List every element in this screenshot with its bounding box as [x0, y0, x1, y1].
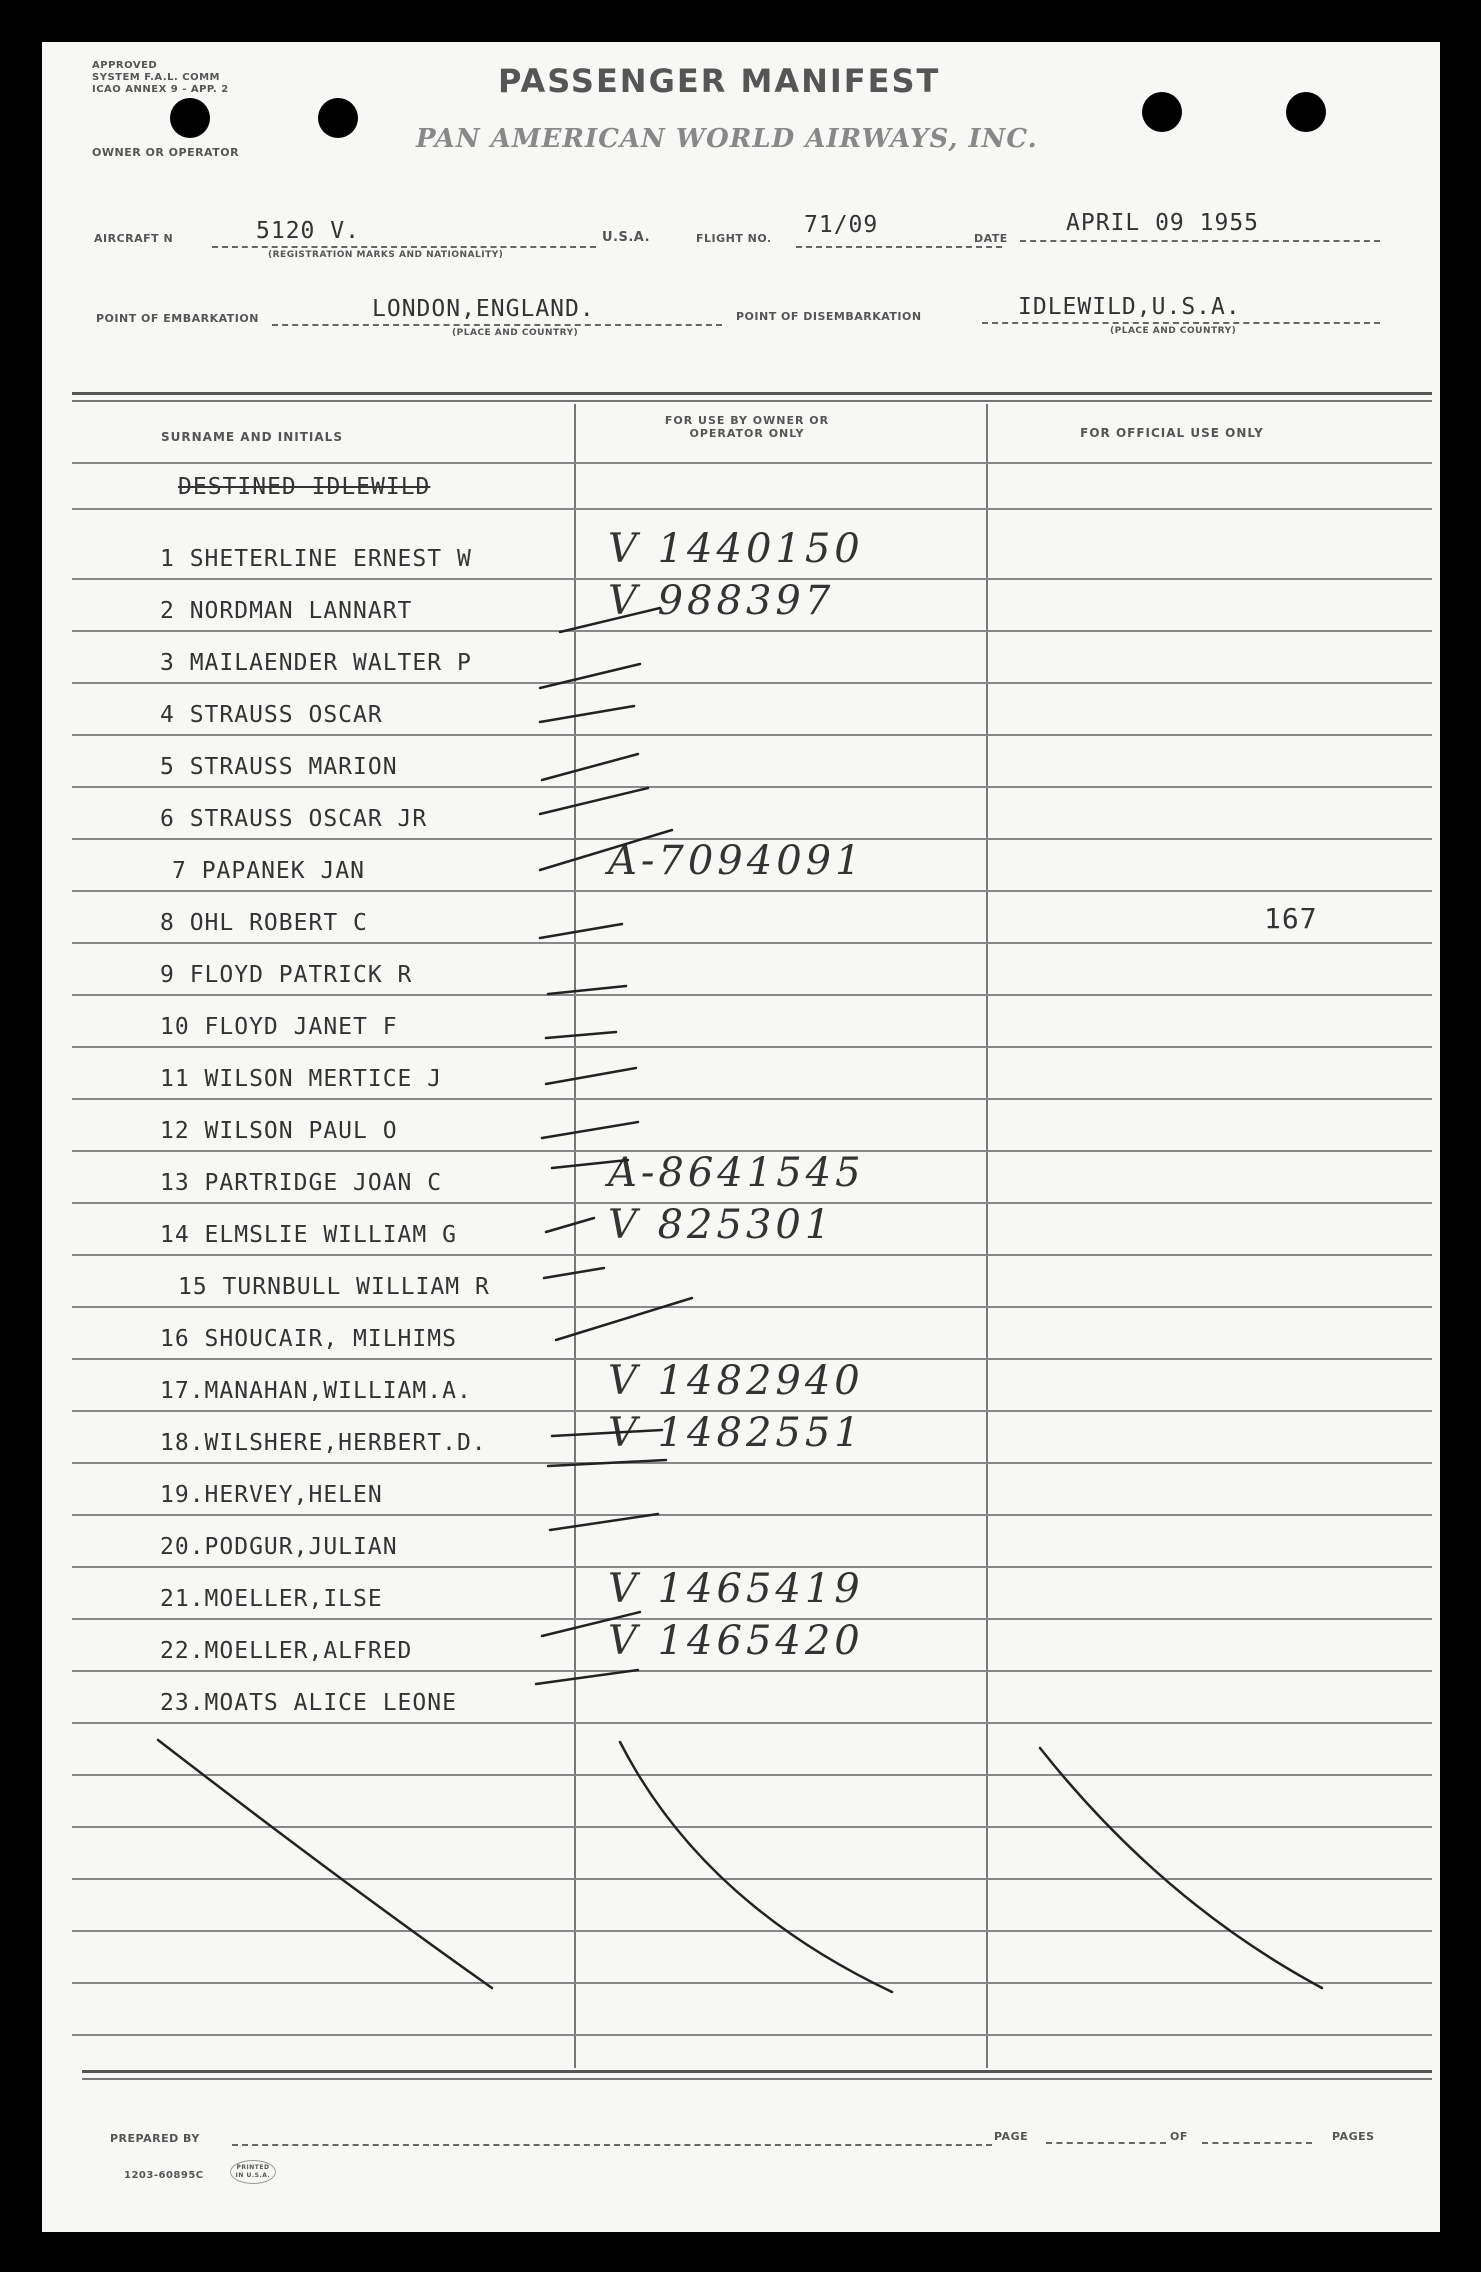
passenger-name: 3 MAILAENDER WALTER P [160, 650, 472, 676]
page-title: PASSENGER MANIFEST [498, 62, 941, 100]
void-stroke-1 [158, 1740, 492, 1988]
form-number: 1203-60895C [124, 2170, 204, 2181]
manifest-page [42, 42, 1440, 2232]
aircraft-value: 5120 V. [256, 218, 360, 244]
passenger-name: 12 WILSON PAUL O [160, 1118, 398, 1144]
page-label: PAGE [994, 2130, 1029, 2143]
passport-number: V 988397 [608, 578, 835, 624]
passenger-name: 18.WILSHERE,HERBERT.D. [160, 1430, 487, 1456]
date-value: APRIL 09 1955 [1066, 210, 1260, 236]
passenger-name: 16 SHOUCAIR, MILHIMS [160, 1326, 457, 1352]
passenger-name: 10 FLOYD JANET F [160, 1014, 398, 1040]
passport-number: V 1482551 [608, 1410, 864, 1456]
passenger-name: 17.MANAHAN,WILLIAM.A. [160, 1378, 472, 1404]
column-official-use: FOR OFFICIAL USE ONLY [1080, 426, 1264, 440]
aircraft-sublabel: (REGISTRATION MARKS AND NATIONALITY) [268, 250, 504, 260]
passport-number: A-7094091 [608, 838, 865, 884]
of-label: OF [1170, 2130, 1188, 2143]
passenger-name: 6 STRAUSS OSCAR JR [160, 806, 428, 832]
passenger-name: 7 PAPANEK JAN [172, 858, 366, 884]
passenger-name: 21.MOELLER,ILSE [160, 1586, 383, 1612]
passenger-name: 8 OHL ROBERT C [160, 910, 368, 936]
passport-number: V 1482940 [608, 1358, 864, 1404]
disembark-sublabel: (PLACE AND COUNTRY) [1110, 326, 1237, 336]
passenger-name: 15 TURNBULL WILLIAM R [178, 1274, 490, 1300]
passenger-name: 23.MOATS ALICE LEONE [160, 1690, 457, 1716]
embark-sublabel: (PLACE AND COUNTRY) [452, 328, 579, 338]
passport-number: V 825301 [608, 1202, 835, 1248]
passenger-name: 5 STRAUSS MARION [160, 754, 398, 780]
disembark-value: IDLEWILD,U.S.A. [1018, 294, 1241, 320]
passenger-name: 4 STRAUSS OSCAR [160, 702, 383, 728]
embark-label: POINT OF EMBARKATION [96, 312, 259, 325]
printed-mark: PRINTED IN U.S.A. [230, 2160, 276, 2184]
column-surname: SURNAME AND INITIALS [161, 430, 343, 444]
approval-line-1: APPROVED [92, 60, 158, 71]
void-stroke-3 [1040, 1748, 1322, 1988]
flight-value: 71/09 [804, 212, 879, 238]
passport-number: V 1465420 [608, 1618, 864, 1664]
approval-line-2: SYSTEM F.A.L. COMM [92, 72, 221, 83]
passenger-name: 14 ELMSLIE WILLIAM G [160, 1222, 457, 1248]
official-note: 167 [1264, 902, 1318, 935]
passenger-name: 19.HERVEY,HELEN [160, 1482, 383, 1508]
void-stroke-2 [620, 1742, 892, 1992]
date-label: DATE [974, 232, 1008, 245]
approval-line-3: ICAO ANNEX 9 - APP. 2 [92, 84, 229, 95]
pages-label: PAGES [1332, 2130, 1375, 2143]
pen-marks [42, 42, 1440, 2232]
aircraft-label: AIRCRAFT N [94, 232, 174, 245]
usa-label: U.S.A. [602, 230, 651, 245]
passenger-name: 11 WILSON MERTICE J [160, 1066, 443, 1092]
passenger-name: 13 PARTRIDGE JOAN C [160, 1170, 443, 1196]
passport-number: A-8641545 [608, 1150, 865, 1196]
passenger-name: 20.PODGUR,JULIAN [160, 1534, 398, 1560]
embark-value: LONDON,ENGLAND. [372, 296, 595, 322]
passport-number: V 1440150 [608, 526, 864, 572]
passenger-name: 9 FLOYD PATRICK R [160, 962, 413, 988]
destined-text: DESTINED IDLEWILD [178, 474, 431, 500]
passenger-name: 22.MOELLER,ALFRED [160, 1638, 413, 1664]
owner-label: OWNER OR OPERATOR [92, 146, 240, 159]
flight-label: FLIGHT NO. [696, 232, 772, 245]
column-owner-use: FOR USE BY OWNER OR OPERATOR ONLY [664, 414, 830, 440]
disembark-label: POINT OF DISEMBARKATION [736, 310, 922, 323]
airline-name: PAN AMERICAN WORLD AIRWAYS, INC. [416, 124, 1038, 154]
passport-number: V 1465419 [608, 1566, 864, 1612]
prepared-by-label: PREPARED BY [110, 2132, 200, 2145]
passenger-name: 2 NORDMAN LANNART [160, 598, 413, 624]
passenger-name: 1 SHETERLINE ERNEST W [160, 546, 472, 572]
